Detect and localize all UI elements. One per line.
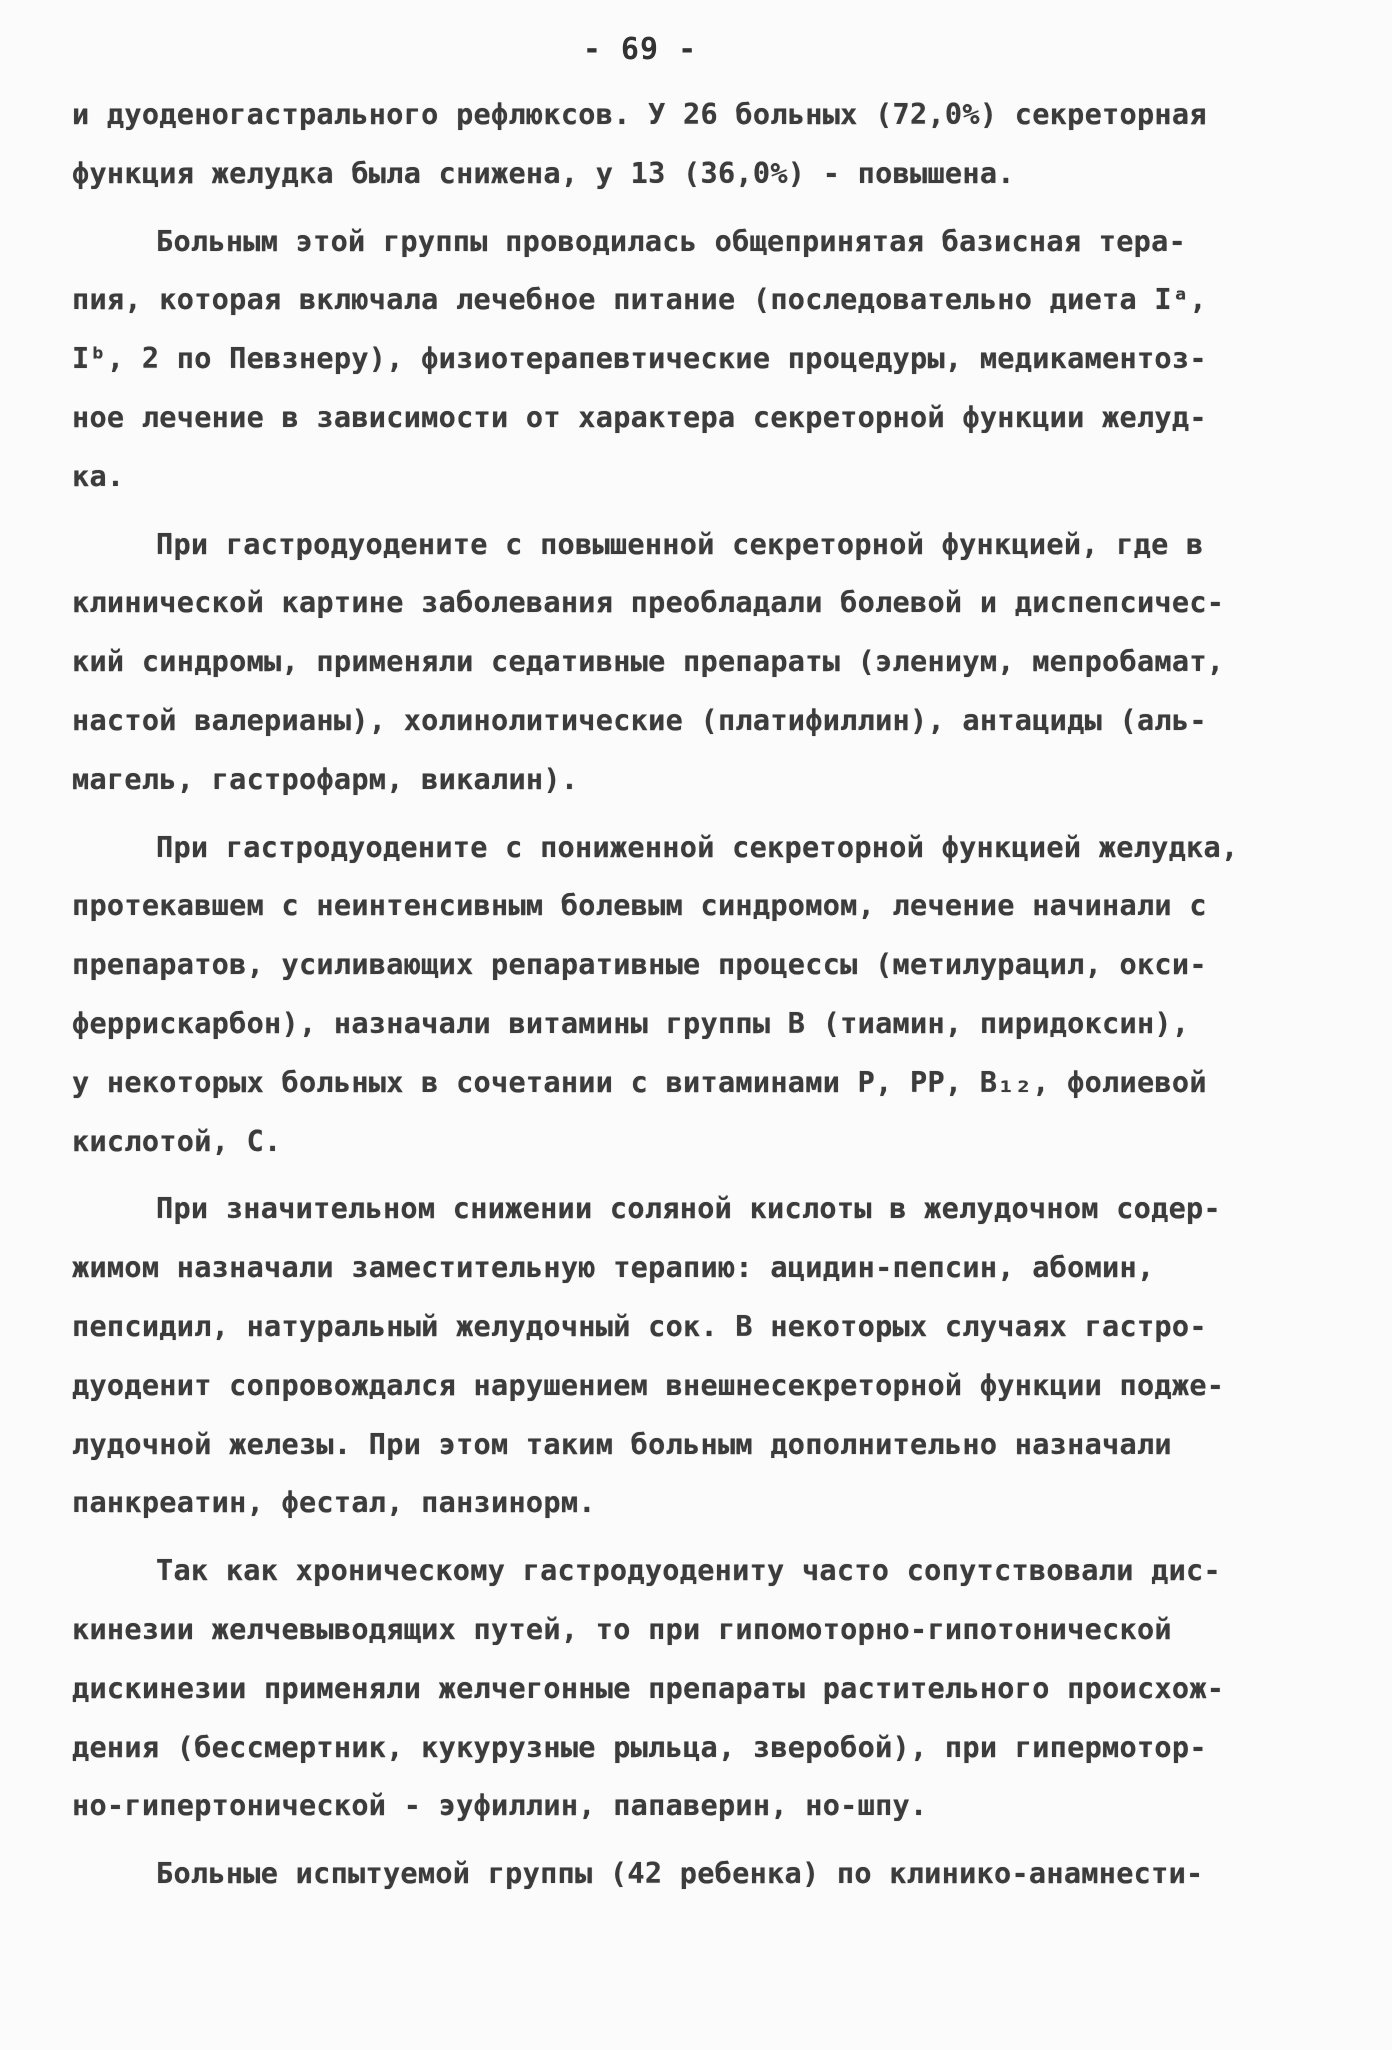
text-line: функция желудка была снижена, у 13 (36,0%) - повышена. — [72, 156, 1015, 190]
text-line: дения (бессмертник, кукурузные рыльца, зверобой), при гипермотор- — [72, 1730, 1207, 1764]
paragraph-start-line: Больным этой группы проводилась общепринятая базисная тера- — [156, 224, 1187, 258]
text-line: ка. — [72, 459, 125, 493]
text-line: клинической картине заболевания преобладали болевой и диспепсичес- — [72, 586, 1225, 620]
text-line: пия, которая включала лечебное питание (последовательно диета Iᵃ, — [72, 283, 1207, 317]
text-line: дискинезии применяли желчегонные препараты растительного происхож- — [72, 1671, 1225, 1705]
text-line: Iᵇ, 2 по Певзнеру), физиотерапевтические процедуры, медикаментоз- — [72, 342, 1207, 376]
text-line: магель, гастрофарм, викалин). — [72, 762, 579, 796]
text-line: препаратов, усиливающих репаративные процессы (метилурацил, окси- — [72, 948, 1207, 982]
text-line: ное лечение в зависимости от характера секреторной функции желуд- — [72, 400, 1207, 434]
text-line: дуоденит сопровождался нарушением внешнесекреторной функции подже- — [72, 1368, 1225, 1402]
paragraph-start-line: Больные испытуемой группы (42 ребенка) по клинико-анамнести- — [156, 1857, 1204, 1891]
text-line: кинезии желчевыводящих путей, то при гипомоторно-гипотонической — [72, 1612, 1172, 1646]
text-line: у некоторых больных в сочетании с витаминами Р, РР, В₁₂, фолиевой — [72, 1065, 1207, 1099]
paragraph-start-line: При гастродуодените с пониженной секреторной функцией желудка, — [156, 830, 1239, 864]
text-line: кислотой, С. — [72, 1124, 282, 1158]
page-number: - 69 - — [582, 32, 698, 67]
paragraph-start-line: При значительном снижении соляной кислоты в желудочном содер- — [156, 1192, 1221, 1226]
text-line: панкреатин, фестал, панзинорм. — [72, 1486, 596, 1520]
text-line: но-гипертонической - эуфиллин, папаверин, но-шпу. — [72, 1789, 928, 1823]
paragraph-start-line: При гастродуодените с повышенной секреторной функцией, где в — [156, 527, 1204, 561]
text-line: и дуоденогастрального рефлюксов. У 26 больных (72,0%) секреторная — [72, 98, 1207, 131]
paragraph-start-line: Так как хроническому гастродуодениту часто сопутствовали дис- — [156, 1554, 1221, 1588]
text-line: протекавшем с неинтенсивным болевым синдромом, лечение начинали с — [72, 889, 1207, 923]
body-text — [72, 100, 1302, 1918]
text-line: феррискарбон), назначали витамины группы В (тиамин, пиридоксин), — [72, 1006, 1190, 1040]
text-line: кий синдромы, применяли седативные препараты (элениум, мепробамат, — [72, 645, 1225, 679]
text-line: жимом назначали заместительную терапию: ацидин-пепсин, абомин, — [72, 1251, 1155, 1285]
text-line: лудочной железы. При этом таким больным дополнительно назначали — [72, 1427, 1172, 1461]
text-line: пепсидил, натуральный желудочный сок. В некоторых случаях гастро- — [72, 1309, 1207, 1343]
text-line: настой валерианы), холинолитические (платифиллин), антациды (аль- — [72, 703, 1207, 737]
